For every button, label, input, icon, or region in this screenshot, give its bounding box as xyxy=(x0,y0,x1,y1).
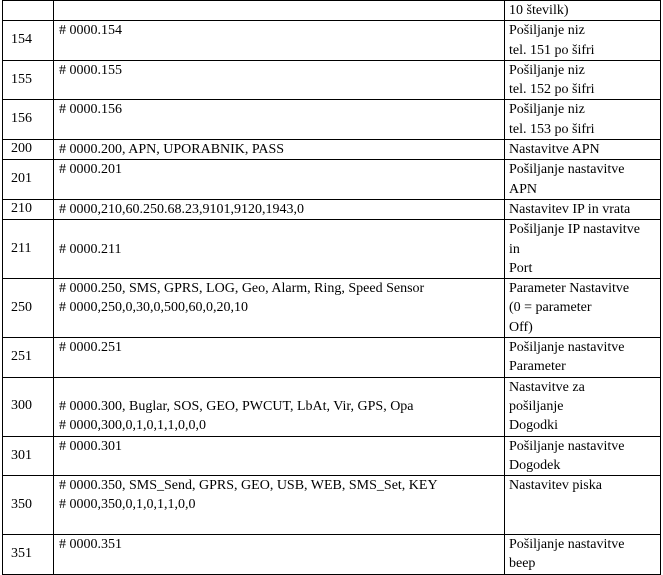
command-description-line: Pošiljanje nastavitve xyxy=(509,162,625,178)
command-description-cell xyxy=(505,338,661,378)
command-syntax-line: # 0000.156 xyxy=(59,102,122,118)
table-row xyxy=(3,279,661,338)
command-description-line: Nastavitev IP in vrata xyxy=(509,201,631,217)
command-syntax-line xyxy=(59,120,500,139)
command-description-line: Pošiljanje niz xyxy=(509,102,585,118)
command-syntax-line xyxy=(59,41,500,60)
command-description-cell xyxy=(505,199,661,219)
command-syntax-cell xyxy=(54,279,505,338)
command-description-line: Pošiljanje nastavitve xyxy=(509,537,625,553)
command-syntax-cell xyxy=(54,60,505,100)
command-syntax-line: # 0000.200, APN, UPORABNIK, PASS xyxy=(59,142,285,158)
table-row xyxy=(3,100,661,140)
command-description-line: Pošiljanje IP nastavitve xyxy=(509,222,640,238)
command-syntax-line xyxy=(59,515,500,534)
command-description-line: Dogodek xyxy=(509,457,561,473)
command-syntax-line: # 0000.250, SMS, GPRS, LOG, Geo, Alarm, Ring, Speed Sensor xyxy=(59,281,425,297)
command-syntax-line: # 0000.300, Buglar, SOS, GEO, PWCUT, LbAt, Vir, GPS, Opa xyxy=(59,398,414,414)
table-row xyxy=(3,535,661,575)
command-syntax-line: # 0000.155 xyxy=(59,62,122,78)
command-syntax-line: # 0000.350, SMS_Send, GPRS, GEO, USB, WEB, SMS_Set, KEY xyxy=(59,478,438,494)
command-syntax-line xyxy=(59,378,500,397)
command-description-cell xyxy=(505,160,661,200)
command-description-line: Nastavitve za xyxy=(509,379,585,395)
command-syntax-cell xyxy=(54,476,505,535)
command-syntax-cell xyxy=(54,436,505,476)
command-syntax-line: # 0000.351 xyxy=(59,537,122,553)
command-code: 301 xyxy=(11,447,32,463)
command-code: 351 xyxy=(11,546,32,562)
command-code-cell xyxy=(3,338,54,378)
table-row xyxy=(3,377,661,436)
command-description-line: in xyxy=(509,241,520,257)
command-syntax-line: # 0000.211 xyxy=(59,241,122,257)
command-code: 201 xyxy=(11,171,32,187)
command-description-line: Pošiljanje nastavitve xyxy=(509,438,625,454)
command-table-body xyxy=(3,1,661,575)
command-syntax-cell xyxy=(54,1,505,21)
command-description-cell xyxy=(505,377,661,436)
table-row xyxy=(3,220,661,279)
command-code-cell xyxy=(3,199,54,219)
command-description-line: 10 številk) xyxy=(509,3,569,18)
command-description-line: Nastavitev piska xyxy=(509,478,602,494)
table-row xyxy=(3,476,661,535)
command-description-line: (0 = parameter xyxy=(509,300,592,316)
command-syntax-line: # 0000.154 xyxy=(59,23,122,39)
table-row xyxy=(3,338,661,378)
command-syntax-cell xyxy=(54,140,505,160)
command-description-line: Parameter xyxy=(509,359,566,375)
command-description-cell xyxy=(505,279,661,338)
command-code-cell xyxy=(3,377,54,436)
command-syntax-line xyxy=(59,554,500,573)
command-code: 350 xyxy=(11,496,32,512)
command-description-line: Dogodki xyxy=(509,418,558,434)
command-syntax-cell xyxy=(54,199,505,219)
command-description-line: Port xyxy=(509,260,533,276)
command-syntax-line: # 0000,250,0,30,0,500,60,0,20,10 xyxy=(59,300,248,316)
command-description-line: APN xyxy=(509,181,538,197)
command-syntax-cell xyxy=(54,100,505,140)
command-code: 210 xyxy=(11,201,32,217)
command-syntax-cell xyxy=(54,220,505,279)
command-description-cell xyxy=(505,436,661,476)
command-syntax-line xyxy=(59,318,500,337)
command-syntax-line: # 0000,350,0,1,0,1,1,0,0 xyxy=(59,497,196,513)
command-description-line xyxy=(509,515,656,534)
command-description-line: tel. 151 po šifri xyxy=(509,42,595,58)
table-row xyxy=(3,160,661,200)
command-description-line: Off) xyxy=(509,319,533,335)
command-syntax-line xyxy=(59,357,500,376)
command-description-line: Pošiljanje nastavitve xyxy=(509,340,625,356)
table-row xyxy=(3,21,661,61)
command-code-cell xyxy=(3,220,54,279)
command-description-line: tel. 153 po šifri xyxy=(509,121,595,137)
command-code: 156 xyxy=(11,111,32,127)
command-description-cell xyxy=(505,1,661,21)
command-description-cell xyxy=(505,476,661,535)
command-code-cell xyxy=(3,476,54,535)
table-row xyxy=(3,60,661,100)
table-row xyxy=(3,436,661,476)
table-row xyxy=(3,199,661,219)
command-description-cell xyxy=(505,535,661,575)
command-description-line: pošiljanje xyxy=(509,398,564,414)
command-syntax-line xyxy=(59,220,500,239)
command-syntax-line xyxy=(59,1,500,20)
command-description-line xyxy=(509,495,656,514)
command-syntax-line: # 0000.201 xyxy=(59,162,122,178)
command-syntax-cell xyxy=(54,160,505,200)
command-description-cell xyxy=(505,100,661,140)
command-description-line: Pošiljanje niz xyxy=(509,62,585,78)
command-code-cell xyxy=(3,21,54,61)
command-syntax-line: # 0000.301 xyxy=(59,438,122,454)
command-description-cell xyxy=(505,220,661,279)
command-code: 200 xyxy=(11,141,32,157)
table-row xyxy=(3,1,661,21)
command-code-cell xyxy=(3,160,54,200)
command-code-cell xyxy=(3,1,54,21)
command-syntax-line xyxy=(59,259,500,278)
command-code-cell xyxy=(3,140,54,160)
command-code: 154 xyxy=(11,32,32,48)
command-code-cell xyxy=(3,100,54,140)
command-description-line: tel. 152 po šifri xyxy=(509,82,595,98)
command-description-cell xyxy=(505,21,661,61)
command-syntax-cell xyxy=(54,377,505,436)
command-description-cell xyxy=(505,60,661,100)
command-description-line: Pošiljanje niz xyxy=(509,23,585,39)
command-syntax-line xyxy=(59,180,500,199)
command-code: 300 xyxy=(11,398,32,414)
command-description-line: beep xyxy=(509,556,536,572)
command-syntax-line: # 0000,300,0,1,0,1,1,0,0,0 xyxy=(59,418,206,434)
command-code: 211 xyxy=(11,240,32,256)
command-code: 250 xyxy=(11,299,32,315)
command-syntax-line xyxy=(59,80,500,99)
command-code-cell xyxy=(3,279,54,338)
command-code: 155 xyxy=(11,71,32,87)
command-description-line: Parameter Nastavitve xyxy=(509,281,630,297)
command-syntax-cell xyxy=(54,535,505,575)
command-code-cell xyxy=(3,436,54,476)
command-syntax-line: # 0000.251 xyxy=(59,340,122,356)
command-description-cell xyxy=(505,140,661,160)
command-code: 251 xyxy=(11,349,32,365)
command-syntax-cell xyxy=(54,21,505,61)
table-row xyxy=(3,140,661,160)
command-syntax-line xyxy=(59,456,500,475)
command-description-line: Nastavitve APN xyxy=(509,142,600,158)
command-table xyxy=(2,0,661,575)
command-code-cell xyxy=(3,60,54,100)
command-syntax-cell xyxy=(54,338,505,378)
command-syntax-line: # 0000,210,60.250.68.23,9101,9120,1943,0 xyxy=(59,201,304,217)
command-code-cell xyxy=(3,535,54,575)
